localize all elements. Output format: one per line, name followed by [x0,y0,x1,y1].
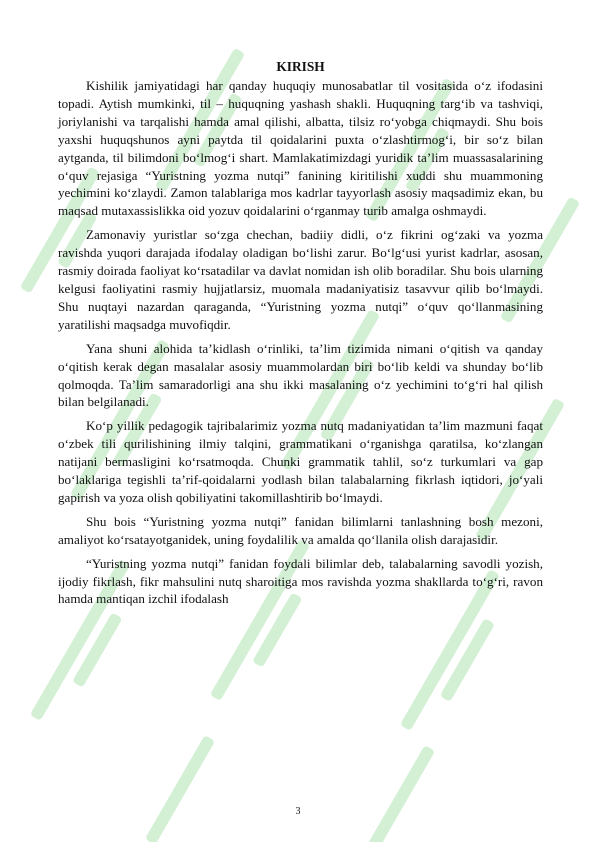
paragraph-2: Zamonaviy yuristlar so‘zga chechan, badiiy didli, o‘z fikrini og‘zaki va yozma ravishda yuqori darajada ifodalay oladigan bo‘lishi zarur. Bo‘lg‘usi yurist kadrlar, asosan, rasmiy doirada faoliyat ko‘rsatadilar va davlat nomidan ish olib boradilar. Shu bois ularning kelgusi faoliyatini rasmiy hujjatlarsiz, muomala madaniyatisiz tasavvur qilib bo‘lmaydi. Shu nuqtayi nazardan qaraganda, “Yuristning yozma nutqi” o‘quv qo‘llanmasining yaratilishi maqsadga muvofiqdir. [58,227,543,332]
paragraph-3: Yana shuni alohida ta’kidlash o‘rinliki, ta’lim tizimida nimani o‘qitish va qanday o‘qitish kerak degan masalalar asosiy muammolardan biri bo‘lib keldi va shunday bo‘lib qolmoqda. Ta’lim samaradorligi ana shu ikki masalaning o‘z yechimini to‘g‘ri hal qilish bilan belgilanadi. [58,340,543,410]
paragraph-1: Kishilik jamiyatidagi har qanday huquqiy munosabatlar til vositasida o‘z ifodasini topadi. Aytish mumkinki, til – huquqning yashash shakli. Huquqning targ‘ib va tashviqi, joriylanishi va tarqalishi hamda amal qilishi, albatta, tilsiz ro‘yobga chiqmaydi. Shu bois yaxshi huquqshunos ayni paytda til qoidalarini puxta o‘zlashtirmog‘i, bir so‘z bilan aytganda, til bilimdoni bo‘lmog‘i shart. Mamlakatimizdagi yuridik ta’lim muassasalarining o‘quv rejasiga “Yuristning yozma nutqi” fanining kiritilishi xuddi shu muammoning yechimini ko‘zlaydi. Zamon talablariga mos kadrlar tayyorlash asosiy maqsadimiz ekan, bu maqsad mutaxassislikka oid yozuv qoidalarini o‘rganmay turib amalga oshmaydi. [58,78,543,219]
page-title: KIRISH [276,59,325,74]
page-number: 3 [295,806,301,817]
paragraph-6: “Yuristning yozma nutqi” fanidan foydali bilimlar deb, talabalarning savodli yozish, ijodiy fikrlash, fikr mahsulini nutq sharoitiga mos ravishda yozma shakllarda to‘g‘ri, ravon hamda mantiqan izchil ifodalash [58,555,543,607]
paragraph-5: Shu bois “Yuristning yozma nutqi” fanidan bilimlarni tanlashning bosh mezoni, amaliyot ko‘rsatayotganidek, uning foydalilik va amalda qo‘llanila olish darajasidir. [58,513,543,547]
document-body [58,58,543,614]
paragraph-4: Ko‘p yillik pedagogik tajribalarimiz yozma nutq madaniyatidan ta’lim mazmuni faqat o‘zbek tili qurilishining ilmiy talqini, grammatikani o‘rganishga qaratilsa, ko‘zlangan natijani bermasligini ko‘rsatmoqda. Chunki grammatik tahlil, so‘z turkumlari va gap bo‘laklariga tegishli ta’rif-qoidalarni yodlash bilan talabalarning fikrlash iqtidori, jo‘yali gapirish va yoza olish qobiliyatini takomillashtirib bo‘lmaydi. [58,418,543,505]
